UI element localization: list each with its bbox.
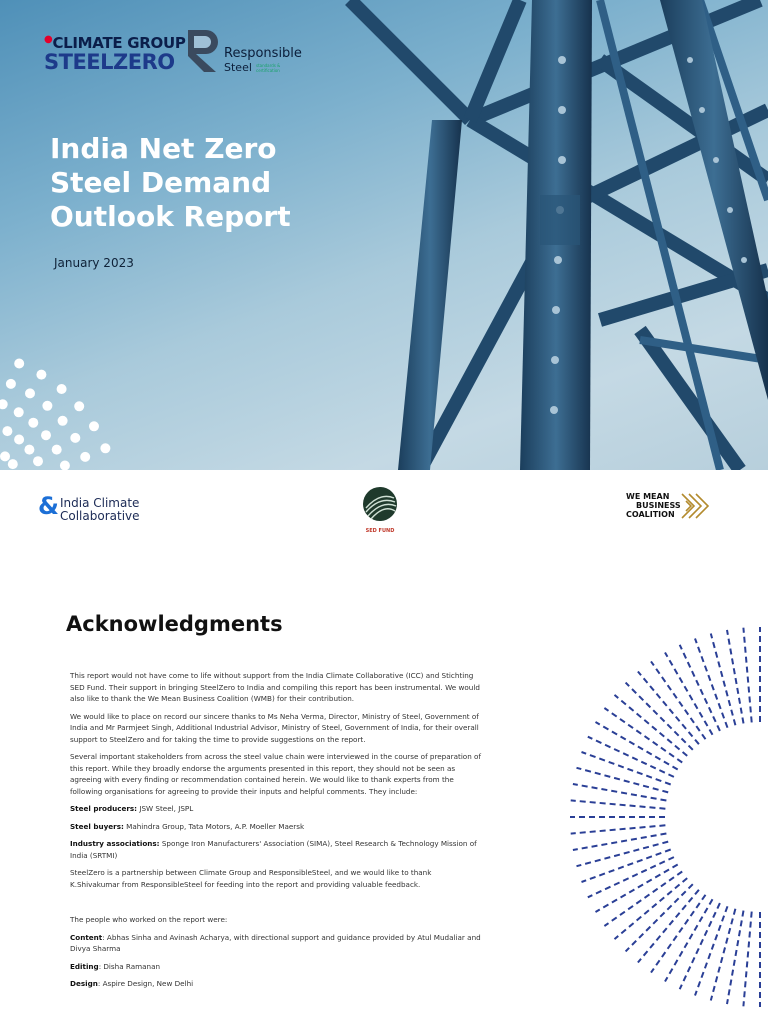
decorative-dash-line: [604, 708, 682, 763]
title-line-3: Outlook Report: [50, 200, 291, 233]
dot-arc-decoration: [0, 300, 180, 470]
cover-section: [0, 0, 768, 470]
steel-buyers-value: Mahindra Group, Tata Motors, A.P. Moeller Maersk: [123, 821, 305, 831]
decorative-dot: [58, 416, 68, 426]
title-line-2: Steel Demand: [50, 166, 272, 199]
editing-value: : Disha Ramanan: [98, 961, 161, 971]
climate-group-dot-icon: ●: [44, 34, 53, 45]
decorative-dot: [6, 379, 16, 389]
decorative-dash-line: [626, 683, 693, 750]
decorative-dash-line: [577, 768, 669, 793]
acknowledgments-heading: Acknowledgments: [66, 612, 283, 636]
steel-text: Steel: [224, 61, 252, 74]
decorative-dash-line: [743, 628, 751, 723]
decorative-dash-line: [651, 895, 706, 973]
wmb-line-1: WE MEAN: [626, 492, 670, 501]
ack-paragraph-3: Several important stakeholders from across the steel value chain were interviewed in the course of preparation of this report. While they broadly endorse the arguments presented in this report, they should not be seen as agreeing with every finding or recommendation contained herein. We would like to thank experts from the following organisations for agreeing to provide their inputs and helpful comments. They include:: [70, 752, 481, 796]
acknowledgments-body: [70, 670, 482, 996]
decorative-dot: [0, 399, 8, 409]
decorative-dash-line: [651, 661, 706, 739]
decorative-dot: [80, 452, 90, 462]
steelzero-text: STEELZERO: [44, 50, 175, 74]
decorative-dash-line: [604, 872, 682, 927]
decorative-dash-line: [727, 630, 744, 724]
climate-group-steelzero-logo: [44, 34, 186, 74]
report-title: [50, 132, 350, 234]
rs-tagline: standards & certification: [256, 63, 281, 73]
steel-producers-value: JSW Steel, JSPL: [137, 804, 194, 813]
wmb-line-2: BUSINESS: [636, 501, 681, 510]
decorative-dot: [0, 451, 10, 461]
people-intro: The people who worked on the report were:: [70, 915, 228, 924]
design-value: : Aspire Design, New Delhi: [97, 979, 194, 988]
decorative-dot: [41, 430, 51, 440]
steel-producers-label: Steel producers:: [70, 804, 138, 813]
icc-line-2: Collaborative: [60, 509, 140, 523]
content-value: : Abhas Sinha and Avinash Acharya, with directional support and guidance provided by Atul Mudaliar and Divya Sharma: [70, 932, 481, 953]
ack-paragraph-1: This report would not have come to life without support from the India Climate Collaborative (ICC) and Stichting SED Fund. Their support in bringing SteelZero to India and compiling this report has been instrumental. We would also like to thank the We Mean Business Coalition (WMB) for their contribution.: [70, 671, 480, 703]
decorative-dot: [25, 388, 35, 398]
decorative-dash-line: [626, 884, 693, 951]
decorative-dash-line: [638, 672, 699, 745]
decorative-dot: [74, 401, 84, 411]
industry-associations-line: [70, 838, 482, 861]
decorative-dash-line: [577, 842, 669, 867]
report-date: January 2023: [54, 256, 134, 270]
dash-ring-decoration: [560, 610, 768, 1024]
ack-paragraph-4: SteelZero is a partnership between Climate Group and ResponsibleSteel, and we would like to thank K.Shivakumar from ResponsibleSteel for feeding into the report and providing valuable feedback.: [70, 868, 432, 889]
content-label: Content: [70, 932, 103, 942]
decorative-dot: [57, 384, 67, 394]
decorative-dot: [14, 359, 24, 369]
decorative-dash-line: [573, 784, 667, 801]
steel-producers-line: [70, 803, 482, 815]
responsiblesteel-logo: [186, 28, 316, 78]
decorative-dot: [42, 401, 52, 411]
responsiblesteel-r-icon: [186, 28, 222, 74]
steel-buyers-label: Steel buyers:: [70, 821, 124, 831]
partner-logos-strip: [0, 470, 768, 560]
we-mean-business-logo: [626, 492, 681, 519]
industry-associations-value: Sponge Iron Manufacturers' Association (SIMA), Steel Research & Technology Mission of India (SRTMI): [70, 839, 477, 860]
editing-label: Editing: [70, 961, 99, 971]
responsible-text: Responsible: [224, 46, 302, 61]
industry-associations-label: Industry associations:: [70, 839, 160, 848]
decorative-dot: [14, 407, 24, 417]
steel-buyers-line: [70, 821, 482, 833]
decorative-dot: [14, 435, 24, 445]
content-credit-line: [70, 932, 482, 955]
sed-fund-logo: [360, 486, 400, 534]
decorative-dash-line: [711, 909, 736, 1001]
decorative-dot: [36, 370, 46, 380]
decorative-dot: [28, 418, 38, 428]
spacer: [70, 896, 482, 914]
icc-ampersand-icon: &: [38, 492, 59, 520]
ack-paragraph-2: We would like to place on record our sincere thanks to Ms Neha Verma, Director, Ministry of Steel, Government of India and Mr Parmjeet Singh, Additional Industrial Advisor, Ministry of Steel, Government of India, for their overall support to SteelZero and for taking the time to provide suggestions on the report.: [70, 711, 479, 744]
decorative-dot: [24, 445, 34, 455]
decorative-dot: [60, 461, 70, 471]
decorative-dash-line: [573, 834, 667, 851]
decorative-dash-line: [571, 800, 666, 808]
decorative-dash-line: [711, 634, 736, 726]
sed-fund-label: SED FUND: [365, 528, 395, 534]
decorative-dash-line: [743, 912, 751, 1007]
decorative-dot: [52, 445, 62, 455]
decorative-dot: [33, 456, 43, 466]
climate-group-text: CLIMATE GROUP: [52, 34, 186, 52]
decorative-dash-line: [727, 911, 744, 1005]
decorative-dot: [8, 459, 18, 469]
design-credit-line: [70, 978, 482, 990]
title-line-1: India Net Zero: [50, 132, 277, 165]
wmb-line-3: COALITION: [626, 510, 675, 519]
icc-line-1: India Climate: [60, 496, 140, 510]
design-label: Design: [70, 979, 98, 988]
wmb-chevrons-icon: [680, 492, 714, 520]
decorative-dot: [100, 443, 110, 453]
decorative-dash-line: [638, 890, 699, 963]
sed-fund-globe-icon: [362, 486, 398, 522]
decorative-dot: [89, 421, 99, 431]
decorative-dash-line: [615, 695, 688, 756]
decorative-dash-line: [571, 825, 666, 833]
editing-credit-line: [70, 961, 482, 973]
decorative-dot: [70, 433, 80, 443]
decorative-dot: [2, 426, 12, 436]
decorative-dash-line: [615, 878, 688, 939]
